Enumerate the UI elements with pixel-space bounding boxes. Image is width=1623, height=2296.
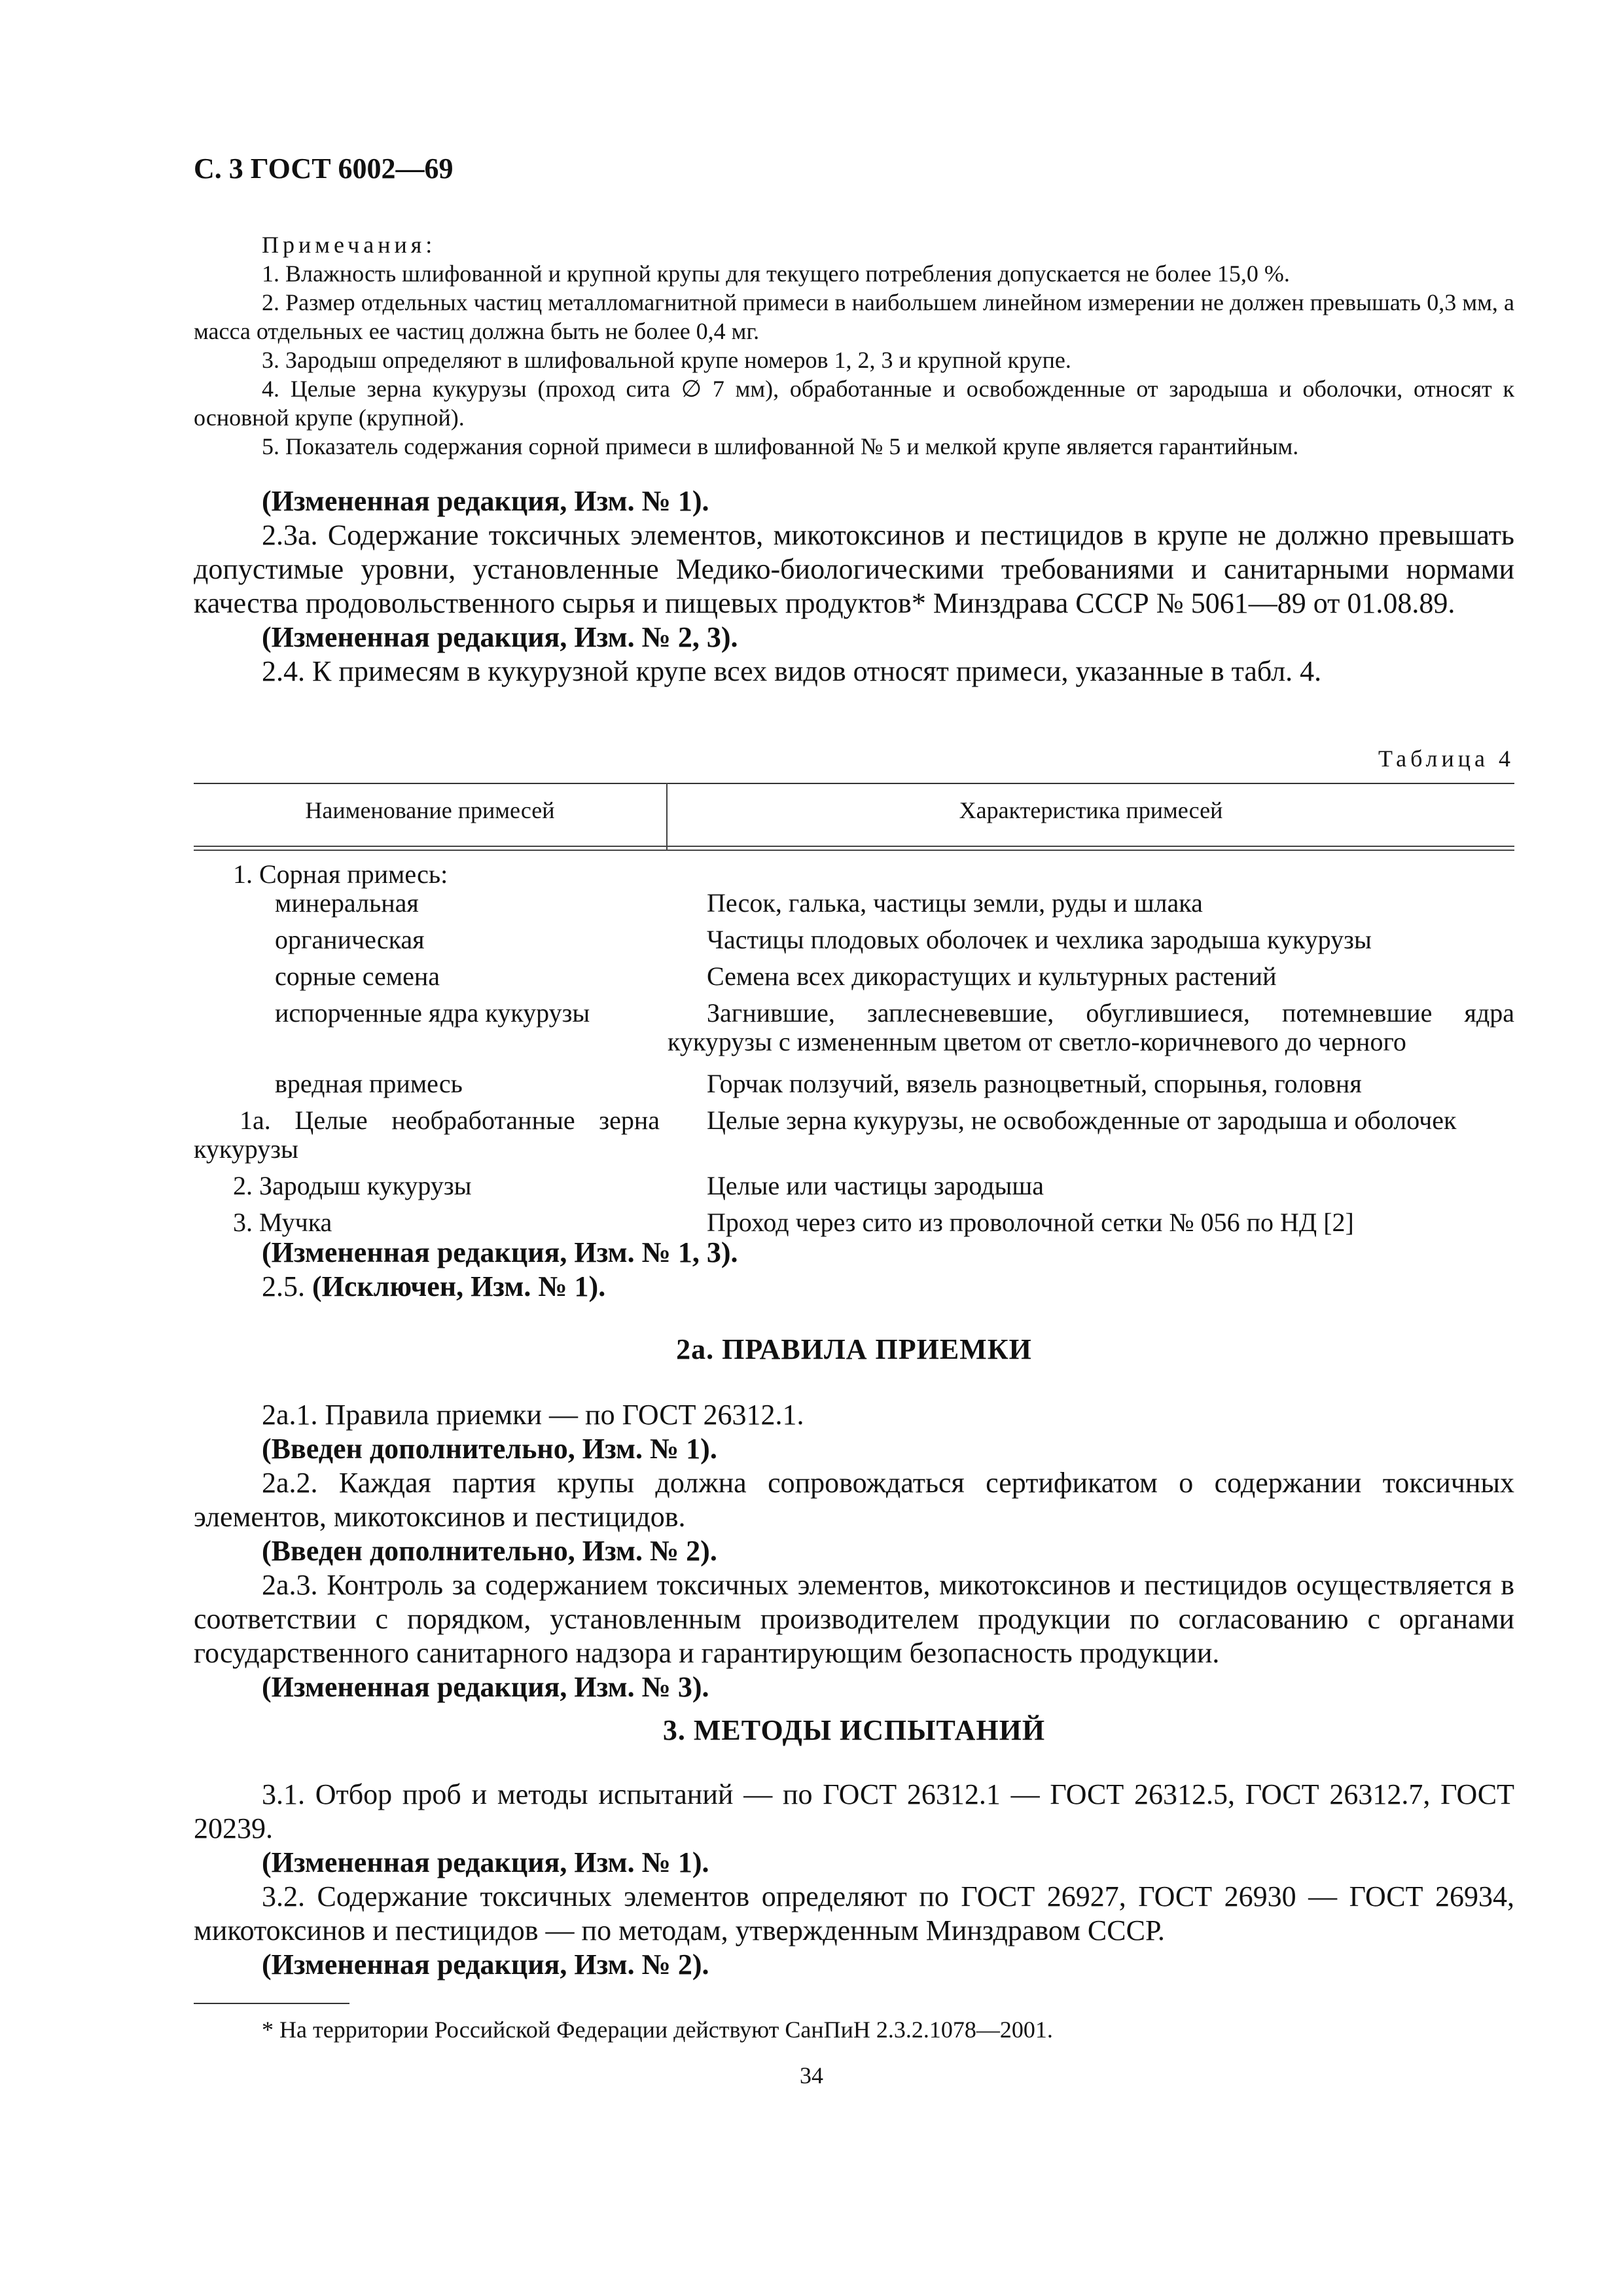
notes-block xyxy=(194,230,1514,461)
paragraph-2a-3: 2а.3. Контроль за содержанием токсичных элементов, микотоксинов и пестицидов осуществляется в соответствии с порядком, установленным производителем продукции по согласованию с органами государственного санитарного надзора и гарантирующим безопасность продукции. xyxy=(194,1569,1514,1669)
paragraph-number: 2.5. xyxy=(262,1270,305,1302)
amendment-note: (Измененная редакция, Изм. № 2, 3). xyxy=(262,621,738,653)
impurity-description: Горчак ползучий, вязель разноцветный, спорынья, головня xyxy=(707,1069,1362,1098)
amendment-note: (Измененная редакция, Изм. № 2). xyxy=(262,1948,709,1981)
table-row xyxy=(194,1069,1514,1106)
table-header-rule xyxy=(194,846,1514,847)
table-row xyxy=(194,860,1514,889)
column-header-name: Наименование примесей xyxy=(305,797,555,823)
table-top-rule xyxy=(194,783,1514,784)
page-header: С. 3 ГОСТ 6002—69 xyxy=(194,152,454,185)
table-row xyxy=(194,1172,1514,1208)
impurity-name: 3. Мучка xyxy=(233,1208,332,1237)
impurity-name: сорные семена xyxy=(275,961,440,991)
paragraph-3-1: 3.1. Отбор проб и методы испытаний — по ГОСТ 26312.1 — ГОСТ 26312.5, ГОСТ 26312.7, ГОСТ 20239. xyxy=(194,1778,1514,1844)
group-label: 1. Сорная примесь: xyxy=(233,859,448,889)
impurity-description: Частицы плодовых оболочек и чехлика зародыша кукурузы xyxy=(707,925,1372,954)
table-body xyxy=(194,860,1514,1245)
table-row xyxy=(194,962,1514,999)
paragraph-2a-2: 2а.2. Каждая партия крупы должна сопровождаться сертификатом о содержании токсичных элементов, микотоксинов и пестицидов. xyxy=(194,1467,1514,1533)
impurity-description: Загнившие, заплесневевшие, обуглившиеся, потемневшие ядра кукурузы с измененным цветом от светло-коричневого до черного xyxy=(668,998,1514,1056)
section-3-body xyxy=(194,1778,1514,1982)
page-number: 34 xyxy=(800,2062,823,2089)
paragraph-2-4: 2.4. К примесям в кукурузной крупе всех видов относят примеси, указанные в табл. 4. xyxy=(262,655,1322,687)
body-after-table xyxy=(194,1236,1514,1304)
table-row xyxy=(194,999,1514,1069)
paragraph-3-2: 3.2. Содержание токсичных элементов определяют по ГОСТ 26927, ГОСТ 26930 — ГОСТ 26934, микотоксинов и пестицидов — по методам, утвержденным Минздравом СССР. xyxy=(194,1880,1514,1946)
footnote-separator xyxy=(194,2003,349,2004)
amendment-note: (Введен дополнительно, Изм. № 1). xyxy=(262,1433,717,1465)
excluded-note: (Исключен, Изм. № 1). xyxy=(312,1270,606,1302)
impurity-description: Целые зерна кукурузы, не освобожденные от зародыша и оболочек xyxy=(707,1105,1457,1135)
footnote: * На территории Российской Федерации действуют СанПиН 2.3.2.1078—2001. xyxy=(262,2017,1053,2043)
impurity-description: Песок, галька, частицы земли, руды и шлака xyxy=(707,888,1203,918)
amendment-note: (Измененная редакция, Изм. № 3). xyxy=(262,1671,709,1703)
note-item: 2. Размер отдельных частиц металломагнитной примеси в наибольшем линейном измерении не должен превышать 0,3 мм, а масса отдельных ее частиц должна быть не более 0,4 мг. xyxy=(194,289,1514,344)
note-item: 5. Показатель содержания сорной примеси в шлифованной № 5 и мелкой крупе является гарантийным. xyxy=(262,433,1299,459)
section-title-2a: 2а. ПРАВИЛА ПРИЕМКИ xyxy=(676,1333,1032,1365)
column-header-characteristic: Характеристика примесей xyxy=(959,797,1223,823)
section-2a-body xyxy=(194,1398,1514,1704)
impurity-description: Проход через сито из проволочной сетки № 056 по НД [2] xyxy=(707,1208,1354,1237)
paragraph-2-5 xyxy=(194,1270,1514,1304)
paragraph-2a-1: 2а.1. Правила приемки — по ГОСТ 26312.1. xyxy=(262,1399,804,1431)
impurity-description: Семена всех дикорастущих и культурных растений xyxy=(707,961,1277,991)
impurity-name: испорченные ядра кукурузы xyxy=(275,998,590,1028)
paragraph-2-3a: 2.3а. Содержание токсичных элементов, микотоксинов и пестицидов в крупе не должно превышать допустимые уровни, установленные Медико-биологическими требованиями и санитарными нормами качества продовольственного сырья и пищевых продуктов* Минздрава СССР № 5061—89 от 01.08.89. xyxy=(194,519,1514,619)
table-label: Таблица 4 xyxy=(1378,745,1514,772)
amendment-note: (Измененная редакция, Изм. № 1). xyxy=(262,485,709,517)
impurity-name: 1а. Целые необработанные зерна кукурузы xyxy=(194,1105,660,1164)
amendment-note: (Введен дополнительно, Изм. № 2). xyxy=(262,1535,717,1567)
table-row xyxy=(194,925,1514,962)
table-header-rule xyxy=(194,850,1514,851)
section-title-3: 3. МЕТОДЫ ИСПЫТАНИЙ xyxy=(662,1714,1046,1746)
note-item: 4. Целые зерна кукурузы (проход сита ∅ 7 мм), обработанные и освобожденные от зародыша и оболочки, относят к основной крупе (крупной). xyxy=(194,376,1514,431)
note-item: 3. Зародыш определяют в шлифовальной крупе номеров 1, 2, 3 и крупной крупе. xyxy=(262,347,1071,373)
amendment-note: (Измененная редакция, Изм. № 1, 3). xyxy=(262,1236,738,1268)
impurity-name: органическая xyxy=(275,925,425,954)
note-item: 1. Влажность шлифованной и крупной крупы для текущего потребления допускается не более 15,0 %. xyxy=(262,260,1290,287)
body-section-2 xyxy=(194,484,1514,689)
impurity-description: Целые или частицы зародыша xyxy=(707,1171,1044,1200)
table-row xyxy=(194,1106,1514,1172)
impurity-name: минеральная xyxy=(275,888,419,918)
impurity-name: вредная примесь xyxy=(275,1069,463,1098)
impurity-name: 2. Зародыш кукурузы xyxy=(233,1171,472,1200)
notes-title: Примечания: xyxy=(262,232,437,258)
table-row xyxy=(194,889,1514,925)
amendment-note: (Измененная редакция, Изм. № 1). xyxy=(262,1846,709,1878)
